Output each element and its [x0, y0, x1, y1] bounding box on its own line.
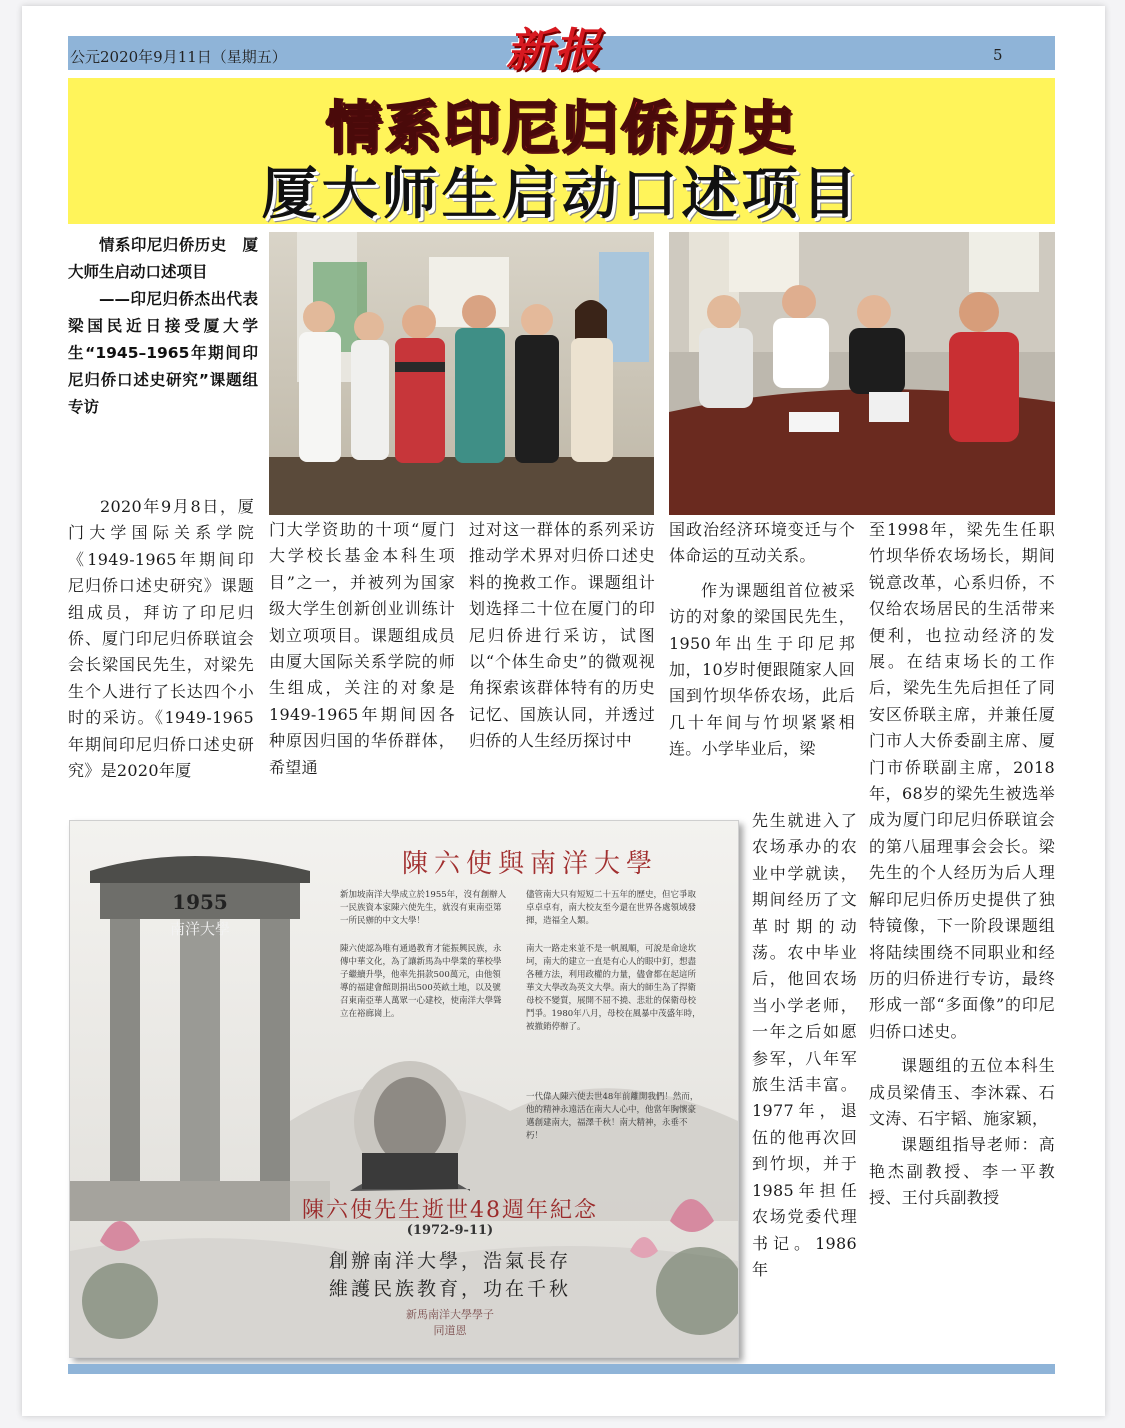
gate-year: 1955	[172, 890, 228, 914]
ad-paragraph-2: 陳六使認為唯有通過教育才能振興民族，永傳中華文化，為了讓新馬為中學業的華校學子繼續升學，他率先捐款500萬元，由他領導的福建會館則捐出500英畝土地，以及號召東南亞華人萬眾一心建校，使南洋大學聳立在裕廊崗上。	[340, 944, 502, 1019]
article-paragraph: 门大学资助的十项“厦门大学校长基金本科生项目”之一，并被列为国家级大学生创新创业训练计划立项项目。课题组成员由厦大国际关系学院的师生组成，关注的对象是1949-1965年期间因各种原因归国的华侨群体，希望通	[269, 520, 455, 777]
footer-bar	[68, 1364, 1055, 1374]
ad-paragraph-1: 新加坡南洋大學成立於1955年，沒有創辦人一民族資本家陳六使先生，就沒有東南亞第一所民辦的中文大學！	[340, 890, 507, 926]
article-col-3	[469, 517, 655, 755]
headline-line-1: 情系印尼归侨历史	[325, 96, 798, 161]
article-paragraph: 国政治经济环境变迁与个体命运的互动关系。	[669, 520, 855, 566]
meeting-photo-image	[669, 232, 1055, 515]
lead-summary	[68, 232, 258, 421]
issue-date: 公元2020年9月11日（星期五）	[70, 48, 287, 66]
article-col-1	[68, 494, 254, 784]
group-photo	[269, 232, 654, 515]
memorial-signature	[260, 1307, 640, 1339]
ad-paragraph-3: 儘管南大只有短短二十五年的歷史，但它爭取卓卓卓有，南大校友至今還在世界各處領域發揮，造福全人類。	[526, 890, 697, 926]
meeting-photo	[669, 232, 1055, 515]
lead-subtitle: ——印尼归侨杰出代表梁国民近日接受厦大学生“1945–1965年期间印尼归侨口述史研究”课题组专访	[68, 290, 258, 416]
slogan-line-2: 維護民族教育，功在千秋	[328, 1278, 571, 1300]
signature-line-2: 同道恩	[433, 1324, 467, 1337]
masthead-logo: 新报	[506, 23, 602, 77]
article-paragraph: 2020年9月8日，厦门大学国际关系学院《1949-1965年期间印尼归侨口述史研究》课题组成员，拜访了印尼归侨、厦门印尼归侨联谊会会长梁国民先生，对梁先生个人进行了长达四个小时的采访。《1949-1965年期间印尼归侨口述史研究》是2020年厦	[68, 497, 254, 781]
article-col-4-continued	[752, 808, 857, 1283]
article-paragraph: 课题组的五位本科生成员梁倩玉、李沐霖、石文涛、石宇韬、施家颖，	[869, 1056, 1055, 1128]
memorial-title: 陳六使先生逝世48週年紀念	[302, 1198, 598, 1223]
headline-banner	[68, 78, 1055, 227]
headline-line-2: 厦大师生启动口述项目	[261, 162, 862, 227]
memorial-date: (1972-9-11)	[406, 1223, 494, 1238]
group-photo-image	[269, 232, 654, 515]
ad-paragraph-4: 南大一路走來並不是一帆風順，可說是命途坎坷，南大的建立一直是有心人的眼中釘，想盡各種方法，利用政權的力量，儘會都在起這所華文大學改為英文大學。南大的師生為了捍衛母校不變質，展開不屈不撓、悲壯的保衛母校鬥爭。1980年八月，母校在風暴中茂盛年時，被撤銷停辦了。	[526, 944, 701, 1032]
memorial-advertisement	[69, 820, 739, 1358]
article-paragraph: 至1998年，梁先生任职竹坝华侨农场场长，期间锐意改革，心系归侨，不仅给农场居民的生活带来便利，也拉动经济的发展。在结束场长的工作后，梁先生先后担任了同安区侨联主席，并兼任厦门市人大侨委副主席、厦门市侨联副主席，2018年，68岁的梁先生被选举成为厦门印尼归侨联谊会的第八届理事会会长。梁先生的个人经历为后人理解印尼归侨历史提供了独特镜像，下一阶段课题组将陆续围绕不同职业和经历的归侨进行专访，最终形成一部“多面像”的印尼归侨口述史。	[869, 520, 1055, 1041]
article-paragraph: 课题组指导老师：高艳杰副教授、李一平教授、王付兵副教授	[869, 1135, 1055, 1208]
article-paragraph: 过对这一群体的系列采访推动学术界对归侨口述史料的挽救工作。课题组计划选择二十位在厦门的印尼归侨进行采访，试图以“个体生命史”的微观视角探索该群体特有的历史记忆、国族认同，并透过归侨的人生经历探讨中	[469, 520, 655, 751]
memorial-slogan	[260, 1247, 640, 1303]
article-col-4	[669, 517, 855, 763]
lead-title: 情系印尼归侨历史 厦大师生启动口述项目	[68, 236, 258, 281]
article-col-5	[869, 517, 1055, 1212]
article-paragraph: 作为课题组首位被采访的对象的梁国民先生，1950年出生于印尼邦加，10岁时便跟随家人回国到竹坝华侨农场，此后几十年间与竹坝紧紧相连。小学毕业后，梁	[669, 580, 855, 759]
slogan-line-1: 創辦南洋大學，浩氣長存	[328, 1250, 571, 1272]
page-number: 5	[993, 46, 1003, 64]
ad-title: 陳六使與南洋大學	[401, 849, 658, 879]
gate-inscription: 南洋大學	[169, 920, 231, 938]
signature-line-1: 新馬南洋大學學子	[406, 1308, 494, 1321]
article-paragraph: 先生就进入了农场承办的农业中学就读，期间经历了文革时期的动荡。农中毕业后，他回农场当小学老师，一年之后如愿参军，八年军旅生活丰富。1977年，退伍的他再次回到竹坝，并于1985年担任农场党委代理书记。1986年	[752, 811, 857, 1279]
ad-paragraph-5: 一代偉人陳六使去世48年前離開我們！然而，他的精神永遠活在南大人心中，他當年胸懷豪邁創建南大，福澤千秋！南大精神，永垂不朽！	[526, 1092, 699, 1141]
article-col-2	[269, 517, 455, 781]
